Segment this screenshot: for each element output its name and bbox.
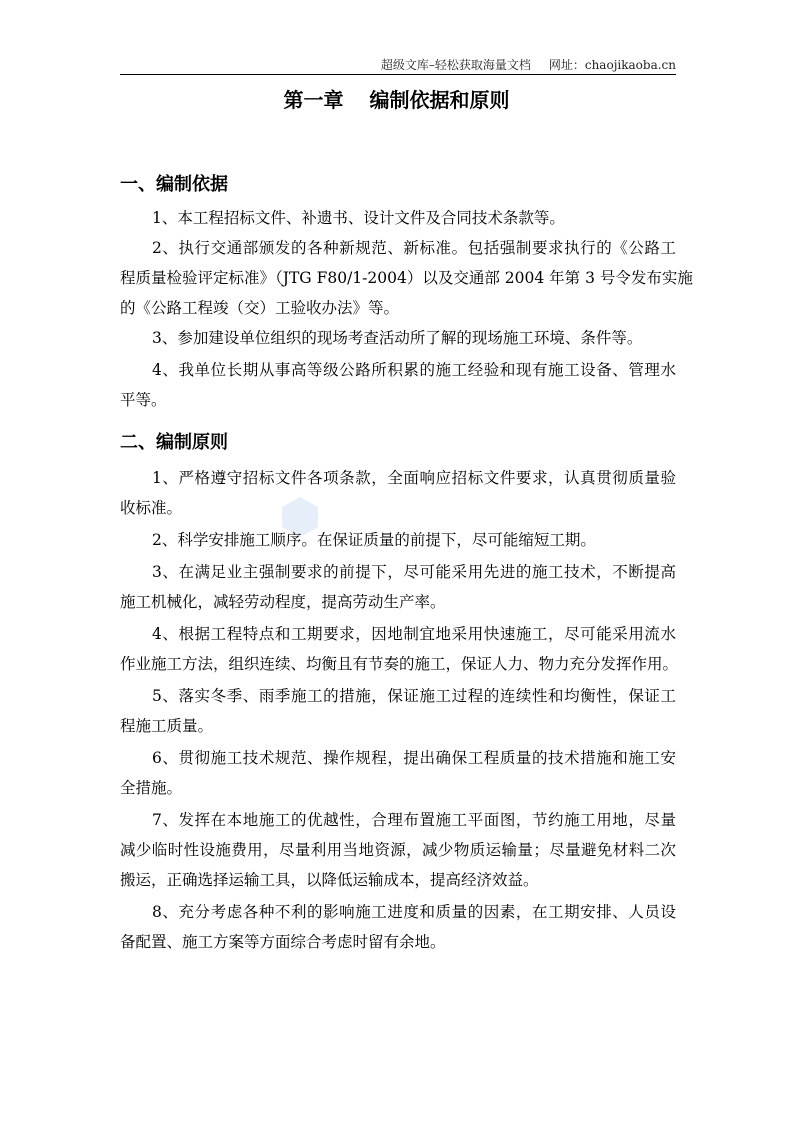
page-title — [0, 84, 793, 113]
page-header — [120, 56, 676, 73]
header-site: 超级文库–轻松获取海量文档 — [380, 58, 531, 72]
paragraph-line: 全措施。 — [120, 779, 183, 797]
paragraph-line: 程质量检验评定标准》（JTG F80/1-2004）以及交通部 2004 年第 3 号令发布实施 — [120, 269, 693, 287]
paragraph-line: 施工机械化，减轻劳动程度，提高劳动生产率。 — [120, 593, 446, 611]
paragraph-line: 备配置、施工方案等方面综合考虑时留有余地。 — [120, 933, 446, 951]
paragraph-line: 7、发挥在本地施工的优越性，合理布置施工平面图，节约施工用地，尽量 — [152, 811, 676, 829]
paragraph-line: 程施工质量。 — [120, 717, 214, 735]
paragraph-line: 4、根据工程特点和工期要求，因地制宜地采用快速施工，尽可能采用流水 — [152, 625, 676, 643]
paragraph-line: 3、参加建设单位组织的现场考查活动所了解的现场施工环境、条件等。 — [152, 329, 643, 347]
paragraph-line: 3、在满足业主强制要求的前提下，尽可能采用先进的施工技术，不断提高 — [152, 563, 676, 581]
paragraph-line: 6、贯彻施工技术规范、操作规程，提出确保工程质量的技术措施和施工安 — [152, 749, 676, 767]
paragraph-line: 的《公路工程竣（交）工验收办法》等。 — [120, 299, 400, 317]
section-heading: 二、编制原则 — [120, 432, 228, 453]
chapter-name: 编制依据和原则 — [369, 88, 510, 112]
paragraph-line: 5、落实冬季、雨季施工的措施，保证施工过程的连续性和均衡性，保证工 — [152, 687, 676, 705]
paragraph-line: 收标准。 — [120, 499, 183, 517]
paragraph-line: 平等。 — [120, 391, 167, 409]
chapter-number: 第一章 — [283, 88, 344, 112]
paragraph-line: 2、执行交通部颁发的各种新规范、新标准。包括强制要求执行的《公路工 — [152, 239, 676, 257]
paragraph-line: 2、科学安排施工顺序。在保证质量的前提下，尽可能缩短工期。 — [152, 531, 596, 549]
paragraph-line: 搬运，正确选择运输工具，以降低运输成本，提高经济效益。 — [120, 871, 539, 889]
header-rule — [120, 74, 676, 75]
paragraph-line: 减少临时性设施费用，尽量利用当地资源，减少物质运输量；尽量避免材料二次 — [120, 841, 676, 859]
paragraph-line: 作业施工方法，组织连续、均衡且有节奏的施工，保证人力、物力充分发挥作用。 — [120, 655, 679, 673]
header-url: 网址：chaojikaoba.cn — [548, 58, 676, 72]
paragraph-line: 8、充分考虑各种不利的影响施工进度和质量的因素，在工期安排、人员设 — [152, 903, 676, 921]
paragraph-line: 1、严格遵守招标文件各项条款，全面响应招标文件要求，认真贯彻质量验 — [152, 469, 676, 487]
paragraph-line: 1、本工程招标文件、补遗书、设计文件及合同技术条款等。 — [152, 209, 565, 227]
paragraph-line: 4、我单位长期从事高等级公路所积累的施工经验和现有施工设备、管理水 — [152, 361, 676, 379]
section-heading: 一、编制依据 — [120, 174, 228, 195]
